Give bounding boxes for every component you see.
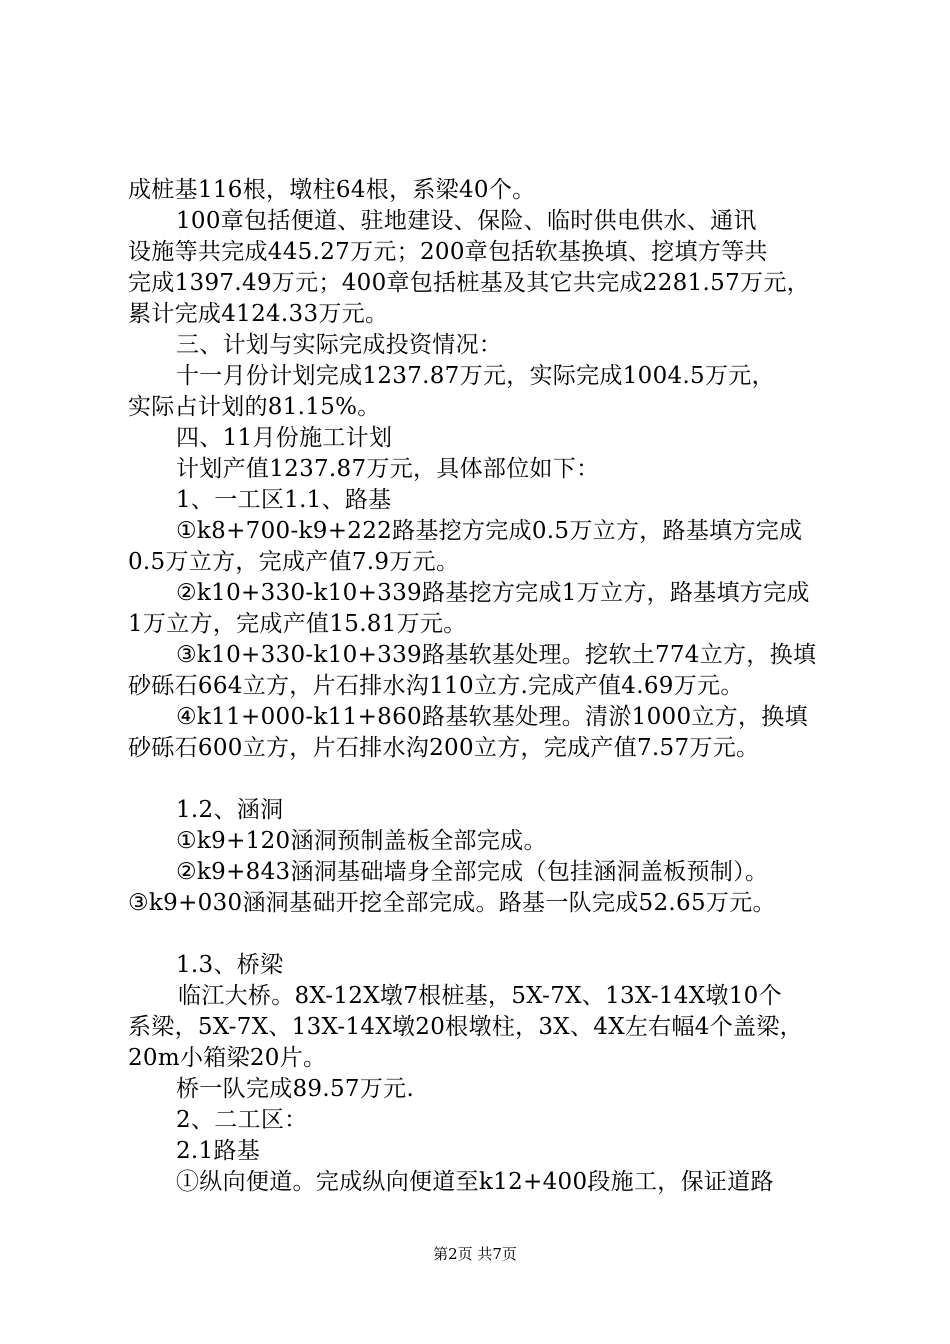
section-heading: 三、计划与实际完成投资情况：	[176, 332, 503, 358]
subsection-heading: 2.1路基	[176, 1138, 261, 1164]
paragraph-line: 1万立方，完成产值15.81万元。	[128, 611, 467, 637]
section-heading: 2、二工区：	[176, 1107, 308, 1133]
paragraph-line: 设施等共完成445.27万元；200章包括软基换填、挖填方等共	[128, 239, 768, 265]
section-heading: 四、11月份施工计划	[176, 425, 393, 451]
paragraph-line: 累计完成4124.33万元。	[128, 301, 389, 327]
list-item: ①k8+700-k9+222路基挖方完成0.5万立方，路基填方完成	[176, 518, 803, 544]
paragraph-line: 临江大桥。8X-12X墩7根桩基，5X-7X、13X-14X墩10个	[178, 983, 782, 1009]
paragraph-line: 桥一队完成89.57万元.	[176, 1076, 415, 1102]
paragraph-line: 成桩基116根，墩柱64根，系梁40个。	[128, 177, 536, 203]
paragraph-line: 0.5万立方，完成产值7.9万元。	[128, 549, 460, 575]
blank-line	[128, 919, 832, 950]
paragraph-line: 实际占计划的81.15%。	[128, 394, 381, 420]
subsection-heading: 1.3、桥梁	[176, 952, 284, 978]
paragraph-line: 十一月份计划完成1237.87万元，实际完成1004.5万元，	[176, 363, 775, 389]
list-item: ②k9+843涵洞基础墙身全部完成（包挂涵洞盖板预制）。	[176, 859, 769, 885]
subsection-heading: 1.2、涵洞	[176, 797, 284, 823]
paragraph-line: 砂砾石664立方，片石排水沟110立方.完成产值4.69万元。	[128, 673, 744, 699]
paragraph-line: 100章包括便道、驻地建设、保险、临时供电供水、通讯	[176, 208, 757, 234]
document-body	[128, 175, 832, 1198]
paragraph-line: 20m小箱梁20片。	[128, 1045, 327, 1071]
paragraph-line: 计划产值1237.87万元，具体部位如下：	[176, 456, 600, 482]
subsection-heading: 1、一工区1.1、路基	[176, 487, 392, 513]
list-item: ②k10+330-k10+339路基挖方完成1万立方，路基填方完成	[176, 580, 810, 606]
list-item: ③k10+330-k10+339路基软基处理。挖软土774立方，换填	[176, 642, 817, 668]
list-item: ①纵向便道。完成纵向便道至k12+400段施工，保证道路	[176, 1169, 774, 1195]
list-item: ③k9+030涵洞基础开挖全部完成。路基一队完成52.65万元。	[128, 890, 776, 916]
paragraph-line: 系梁，5X-7X、13X-14X墩20根墩柱，3X、4X左右幅4个盖梁，	[128, 1014, 803, 1040]
blank-line	[128, 764, 832, 795]
paragraph-line: 完成1397.49万元；400章包括桩基及其它共完成2281.57万元，	[128, 270, 810, 296]
list-item: ①k9+120涵洞预制盖板全部完成。	[176, 828, 547, 854]
page-footer: 第2页 共7页	[433, 1245, 517, 1263]
list-item: ④k11+000-k11+860路基软基处理。清淤1000立方，换填	[176, 704, 808, 730]
paragraph-line: 砂砾石600立方，片石排水沟200立方，完成产值7.57万元。	[128, 735, 760, 761]
